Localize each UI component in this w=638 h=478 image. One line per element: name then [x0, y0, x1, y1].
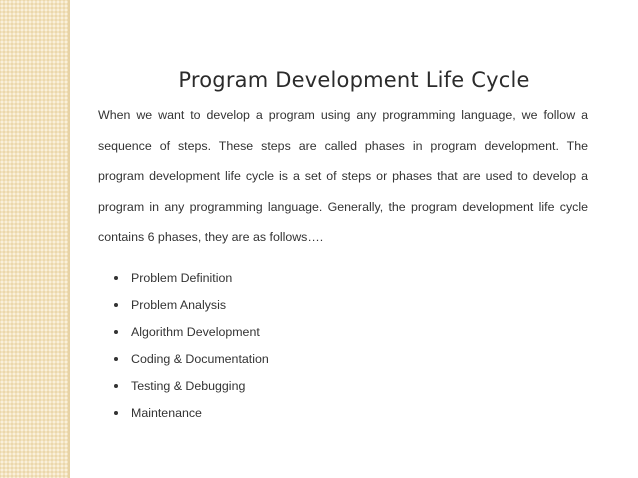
paragraph-line: contains 6 phases, they are as follows….: [98, 230, 324, 244]
list-item: [112, 374, 269, 401]
phase-label: Maintenance: [131, 406, 202, 420]
paragraph-line: When we want to develop a program using any programming language, we follow a: [98, 108, 588, 122]
paragraph-line: sequence of steps. These steps are called phases in program development. The: [98, 138, 588, 153]
decorative-side-strip: [0, 0, 68, 478]
paragraph-line: program development life cycle is a set of steps or phases that are used to develop a: [98, 169, 588, 183]
list-item: [112, 320, 269, 347]
slide-title: Program Development Life Cycle: [178, 68, 530, 92]
bullet-icon: [114, 276, 118, 280]
bullet-icon: [114, 384, 118, 388]
phase-label: Coding & Documentation: [131, 352, 269, 366]
paragraph-line: program in any programming language. Generally, the program development life cycle: [98, 199, 588, 214]
phase-list: [112, 266, 269, 428]
intro-paragraph: [98, 100, 588, 253]
list-item: [112, 266, 269, 293]
phase-label: Algorithm Development: [131, 325, 260, 339]
bullet-icon: [114, 303, 118, 307]
phase-label: Testing & Debugging: [131, 379, 246, 393]
bullet-icon: [114, 357, 118, 361]
list-item: [112, 401, 269, 428]
bullet-icon: [114, 411, 118, 415]
phase-label: Problem Definition: [131, 271, 233, 285]
bullet-icon: [114, 330, 118, 334]
list-item: [112, 293, 269, 320]
list-item: [112, 347, 269, 374]
phase-label: Problem Analysis: [131, 298, 227, 312]
